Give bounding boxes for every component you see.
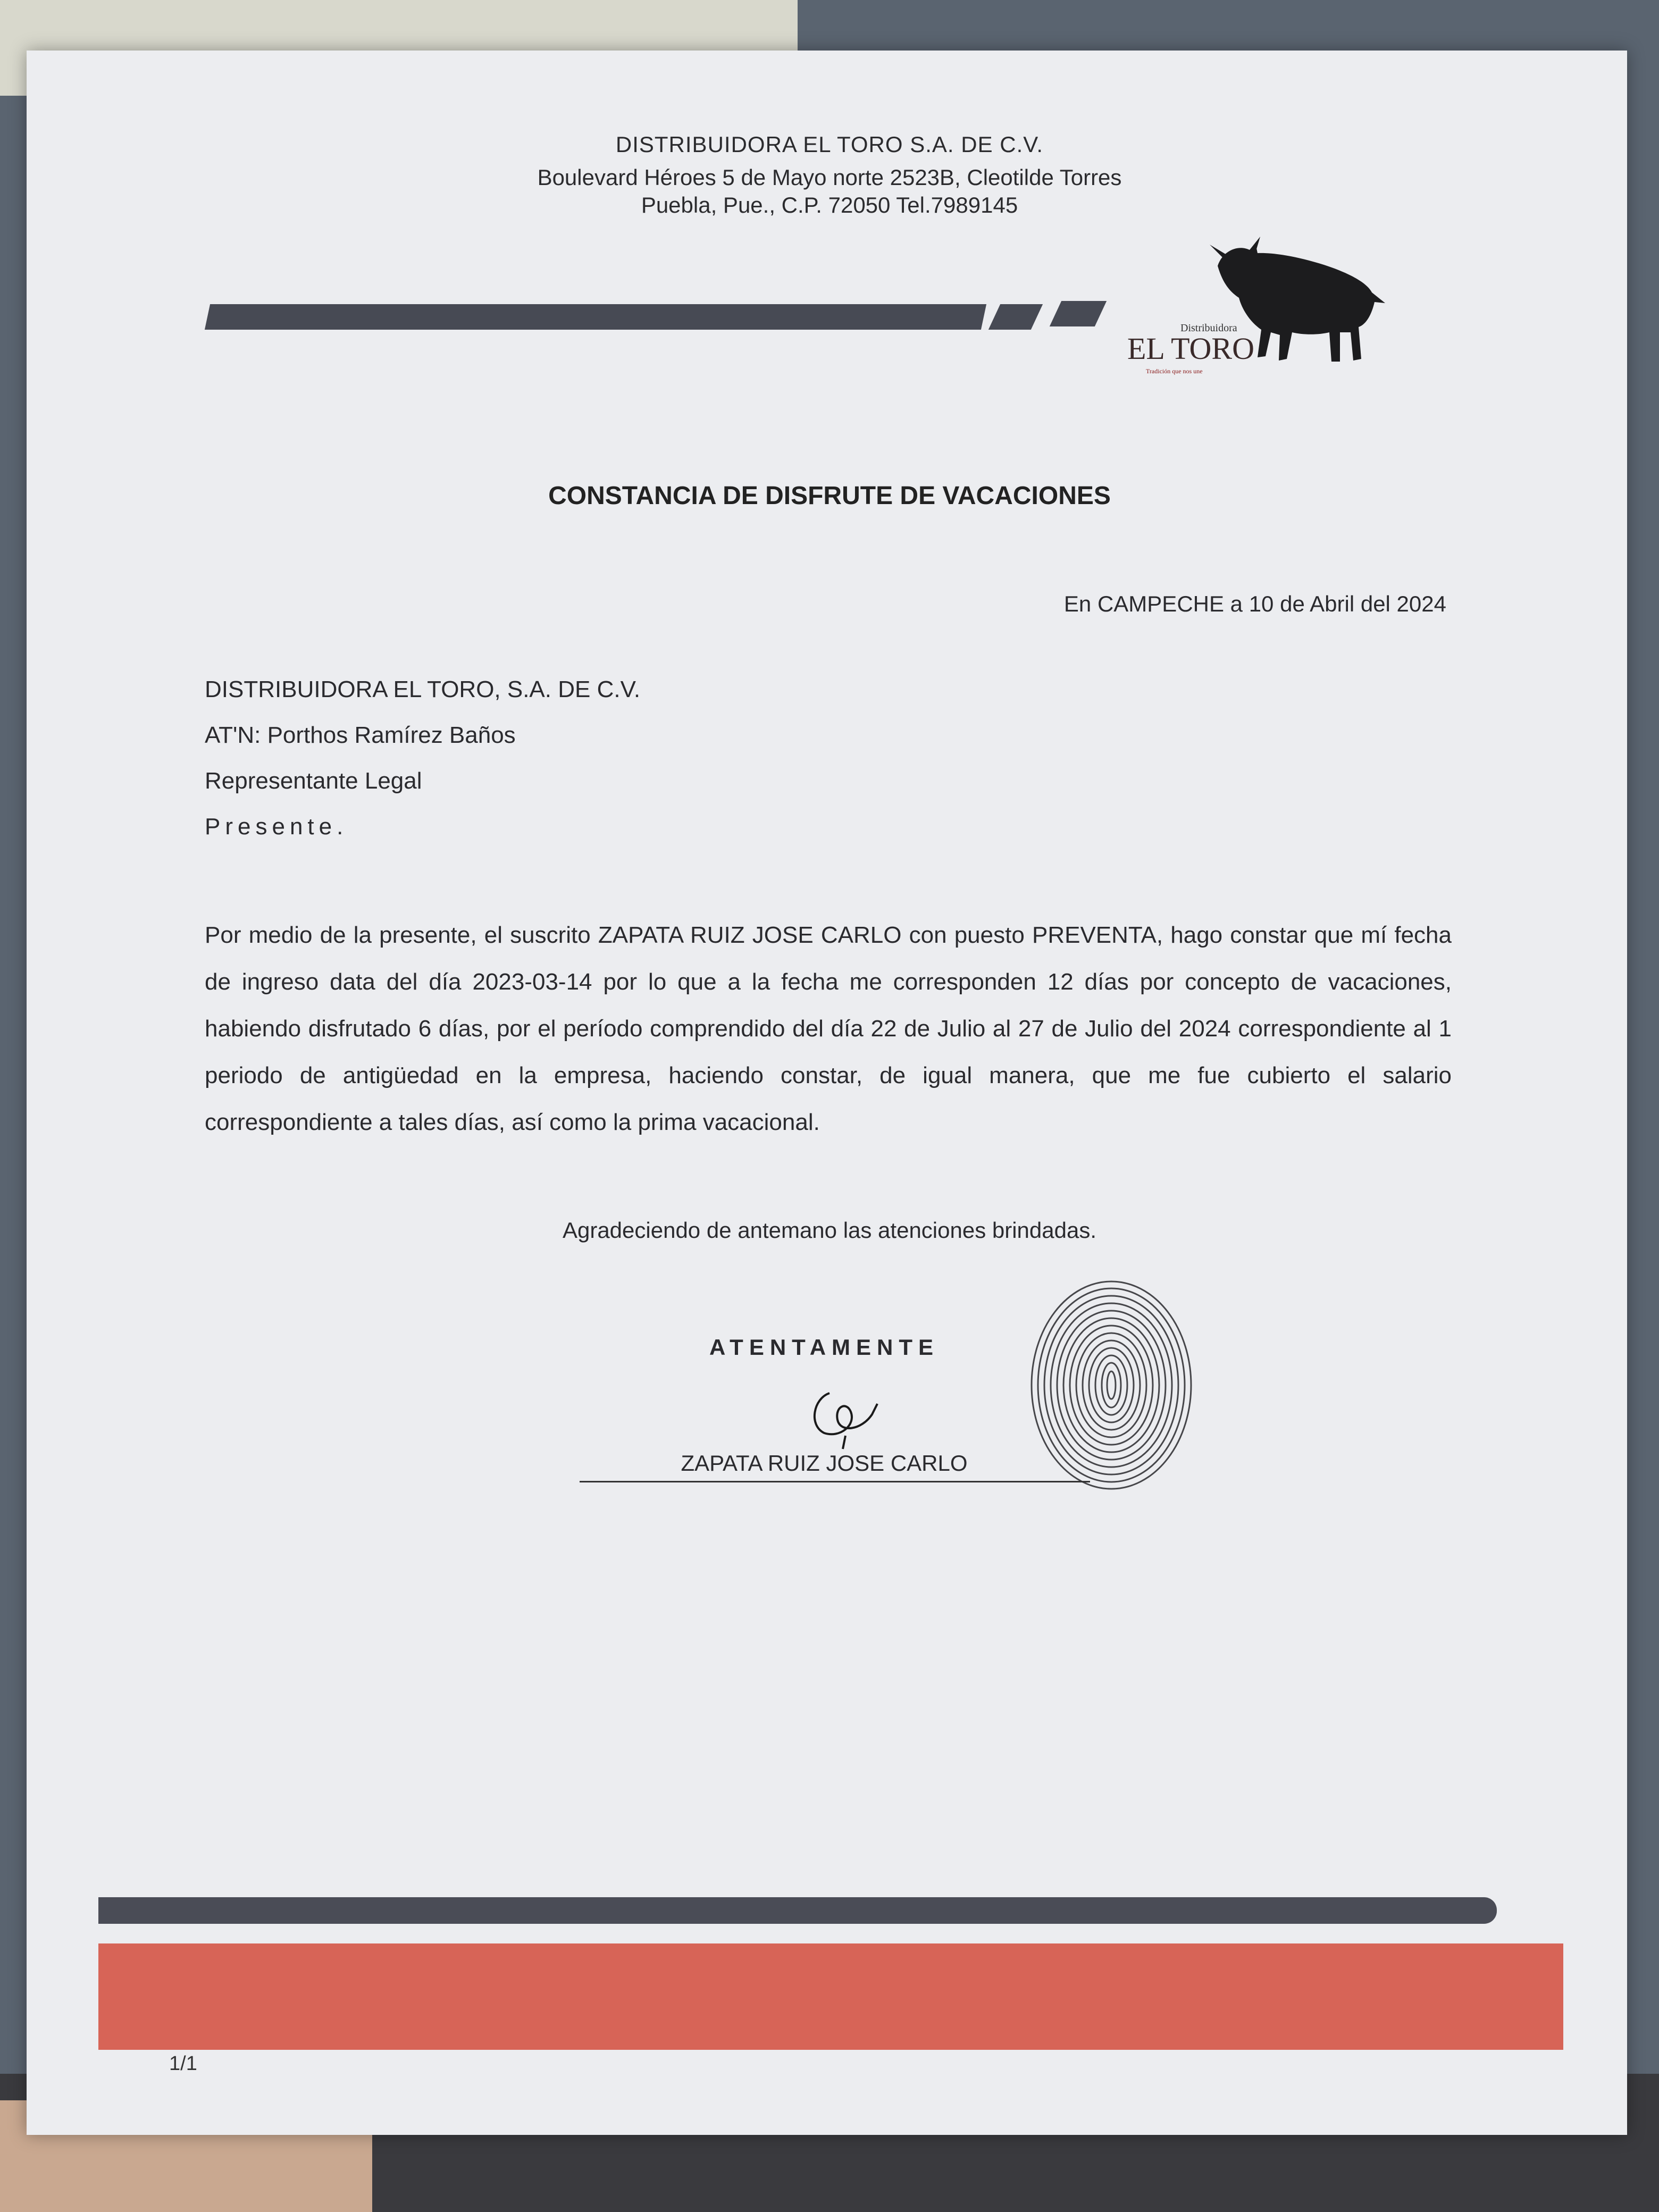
company-name: DISTRIBUIDORA EL TORO S.A. DE C.V. — [615, 132, 1044, 157]
recipient-presente: Presente. — [205, 814, 348, 840]
recipient-attn: AT'N: Porthos Ramírez Baños — [205, 722, 516, 748]
recipient-company: DISTRIBUIDORA EL TORO, S.A. DE C.V. — [205, 676, 641, 702]
footer-red-band — [98, 1943, 1563, 2050]
header-stripe — [205, 304, 986, 330]
closing-atentamente: ATENTAMENTE — [709, 1335, 940, 1360]
signature-line — [580, 1481, 1090, 1482]
document-title: CONSTANCIA DE DISFRUTE DE VACACIONES — [548, 482, 1111, 510]
footer-dark-stripe — [98, 1897, 1497, 1924]
recipient-role: Representante Legal — [205, 768, 422, 794]
logo-brand-text: EL TORO — [1127, 331, 1254, 366]
company-address-line1: Boulevard Héroes 5 de Mayo norte 2523B, Cleotilde Torres — [537, 165, 1122, 190]
body-paragraph: Por medio de la presente, el suscrito ZAPATA RUIZ JOSE CARLO con puesto PREVENTA, hago constar que mí fecha de ingreso data del día 2023-03-14 por lo que a la fecha me corresponden 12 días por concepto de vacaciones, habiendo disfrutado 6 días, por el período comprendido del día 22 de Julio al 27 de Julio del 2024 correspondiente al 1 periodo de antigüedad en la empresa, haciendo constar, de igual manera, que me fue cubierto el salario correspondiente a tales días, así como la prima vacacional. — [205, 922, 1452, 1135]
handwritten-signature — [798, 1382, 893, 1452]
el-toro-logo — [1117, 234, 1414, 383]
page-number: 1/1 — [169, 2052, 197, 2075]
signer-name: ZAPATA RUIZ JOSE CARLO — [681, 1451, 968, 1476]
place-date: En CAMPECHE a 10 de Abril del 2024 — [1063, 591, 1446, 616]
logo-small-text: Distribuidora — [1180, 322, 1237, 334]
thanks-line: Agradeciendo de antemano las atenciones brindadas. — [562, 1218, 1097, 1243]
logo-tagline: Tradición que nos une — [1146, 367, 1203, 375]
company-address-line2: Puebla, Pue., C.P. 72050 Tel.7989145 — [641, 192, 1018, 217]
